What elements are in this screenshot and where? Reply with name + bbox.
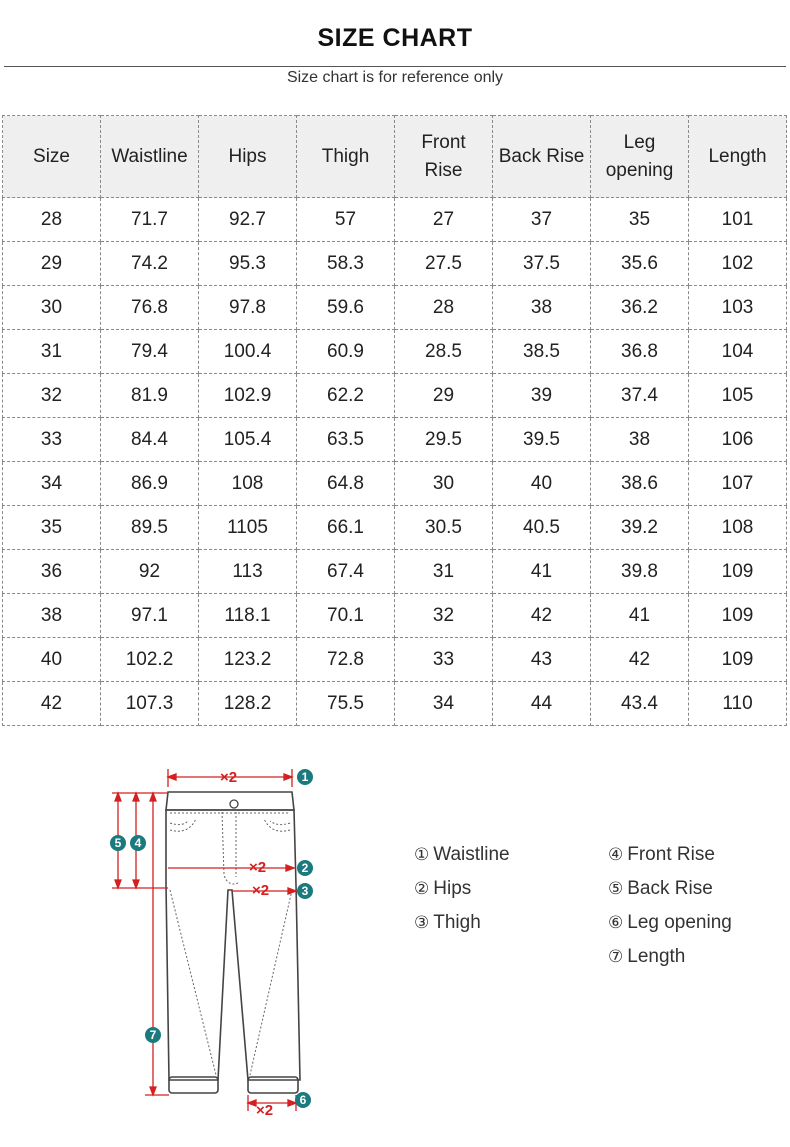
table-cell: 106	[689, 418, 787, 462]
table-cell: 104	[689, 330, 787, 374]
table-row	[3, 198, 787, 242]
table-cell: 31	[3, 330, 101, 374]
pants-stitching	[170, 812, 292, 1075]
marker-2: 2	[301, 861, 309, 875]
legend-left	[414, 838, 510, 940]
table-cell: 30	[395, 462, 493, 506]
table-cell: 67.4	[297, 550, 395, 594]
legend-item: ③ Thigh	[414, 912, 481, 933]
table-cell: 28	[3, 198, 101, 242]
legend-item: ⑤ Back Rise	[608, 878, 713, 899]
pants-diagram	[100, 755, 330, 1125]
legend-right	[608, 838, 732, 974]
table-cell: 89.5	[101, 506, 199, 550]
table-cell: 84.4	[101, 418, 199, 462]
table-cell: 35	[3, 506, 101, 550]
table-cell: 38.6	[591, 462, 689, 506]
table-cell: 86.9	[101, 462, 199, 506]
legend-item: ⑥ Leg opening	[608, 912, 732, 933]
marker-4: 4	[134, 836, 142, 850]
table-cell: 29	[395, 374, 493, 418]
table-cell: 57	[297, 198, 395, 242]
table-cell: 37.4	[591, 374, 689, 418]
table-cell: 37.5	[493, 242, 591, 286]
table-cell: 58.3	[297, 242, 395, 286]
marker-6: 6	[299, 1093, 307, 1107]
table-cell: 43.4	[591, 682, 689, 726]
table-cell: 1105	[199, 506, 297, 550]
table-cell: 92.7	[199, 198, 297, 242]
table-cell: 118.1	[199, 594, 297, 638]
table-cell: 105.4	[199, 418, 297, 462]
table-row	[3, 462, 787, 506]
table-cell: 30	[3, 286, 101, 330]
legend-item: ⑦ Length	[608, 946, 686, 967]
column-header: Hips	[199, 116, 297, 198]
table-row	[3, 594, 787, 638]
table-row	[3, 638, 787, 682]
table-cell: 33	[395, 638, 493, 682]
marker-5: 5	[114, 836, 122, 850]
table-row	[3, 506, 787, 550]
size-table	[2, 115, 787, 726]
column-header: Back Rise	[493, 116, 591, 198]
table-cell: 103	[689, 286, 787, 330]
table-cell: 71.7	[101, 198, 199, 242]
table-cell: 76.8	[101, 286, 199, 330]
thigh-multiplier-label: ×2	[252, 882, 270, 899]
table-cell: 38	[493, 286, 591, 330]
table-cell: 108	[689, 506, 787, 550]
table-cell: 40	[3, 638, 101, 682]
table-cell: 38	[3, 594, 101, 638]
table-cell: 32	[3, 374, 101, 418]
table-cell: 42	[493, 594, 591, 638]
title-divider	[4, 66, 786, 67]
table-cell: 113	[199, 550, 297, 594]
table-cell: 70.1	[297, 594, 395, 638]
column-header: Front Rise	[395, 116, 493, 198]
table-cell: 60.9	[297, 330, 395, 374]
table-cell: 59.6	[297, 286, 395, 330]
measure-lines	[112, 769, 296, 1111]
table-cell: 105	[689, 374, 787, 418]
table-cell: 107	[689, 462, 787, 506]
table-cell: 100.4	[199, 330, 297, 374]
table-row	[3, 242, 787, 286]
table-cell: 128.2	[199, 682, 297, 726]
table-cell: 107.3	[101, 682, 199, 726]
table-cell: 110	[689, 682, 787, 726]
table-cell: 38	[591, 418, 689, 462]
table-cell: 101	[689, 198, 787, 242]
table-cell: 41	[493, 550, 591, 594]
table-cell: 102	[689, 242, 787, 286]
table-cell: 41	[591, 594, 689, 638]
column-header: Length	[689, 116, 787, 198]
table-cell: 43	[493, 638, 591, 682]
table-cell: 75.5	[297, 682, 395, 726]
table-cell: 74.2	[101, 242, 199, 286]
column-header: Waistline	[101, 116, 199, 198]
table-cell: 40	[493, 462, 591, 506]
table-cell: 34	[3, 462, 101, 506]
table-cell: 92	[101, 550, 199, 594]
page-subtitle: Size chart is for reference only	[286, 69, 504, 86]
table-body	[3, 198, 787, 726]
table-cell: 64.8	[297, 462, 395, 506]
table-cell: 38.5	[493, 330, 591, 374]
table-cell: 39.8	[591, 550, 689, 594]
button-icon	[230, 800, 238, 808]
table-cell: 42	[3, 682, 101, 726]
hips-multiplier-label: ×2	[249, 859, 267, 876]
table-cell: 39.2	[591, 506, 689, 550]
table-row	[3, 550, 787, 594]
page-title: SIZE CHART	[317, 24, 473, 52]
table-cell: 42	[591, 638, 689, 682]
marker-1: 1	[301, 770, 309, 784]
table-cell: 102.2	[101, 638, 199, 682]
marker-7: 7	[149, 1028, 157, 1042]
legend-item: ④ Front Rise	[608, 844, 715, 865]
table-row	[3, 330, 787, 374]
table-row	[3, 418, 787, 462]
table-cell: 39	[493, 374, 591, 418]
table-cell: 36	[3, 550, 101, 594]
table-cell: 123.2	[199, 638, 297, 682]
table-cell: 66.1	[297, 506, 395, 550]
table-cell: 35	[591, 198, 689, 242]
table-cell: 109	[689, 638, 787, 682]
table-cell: 95.3	[199, 242, 297, 286]
table-cell: 27.5	[395, 242, 493, 286]
leg-multiplier-label: ×2	[256, 1102, 274, 1119]
column-header: Thigh	[297, 116, 395, 198]
waist-multiplier-label: ×2	[220, 769, 238, 786]
table-cell: 28	[395, 286, 493, 330]
table-cell: 44	[493, 682, 591, 726]
table-cell: 97.8	[199, 286, 297, 330]
table-cell: 62.2	[297, 374, 395, 418]
table-cell: 109	[689, 594, 787, 638]
table-cell: 108	[199, 462, 297, 506]
table-header-row	[3, 116, 787, 198]
table-cell: 28.5	[395, 330, 493, 374]
legend-item: ① Waistline	[414, 844, 510, 865]
table-cell: 81.9	[101, 374, 199, 418]
table-cell: 36.8	[591, 330, 689, 374]
table-cell: 102.9	[199, 374, 297, 418]
table-cell: 35.6	[591, 242, 689, 286]
table-cell: 29.5	[395, 418, 493, 462]
table-cell: 34	[395, 682, 493, 726]
table-cell: 39.5	[493, 418, 591, 462]
table-cell: 109	[689, 550, 787, 594]
table-cell: 27	[395, 198, 493, 242]
table-row	[3, 286, 787, 330]
legend-item: ② Hips	[414, 878, 472, 899]
column-header: Leg opening	[591, 116, 689, 198]
table-cell: 32	[395, 594, 493, 638]
table-cell: 33	[3, 418, 101, 462]
table-cell: 37	[493, 198, 591, 242]
table-cell: 63.5	[297, 418, 395, 462]
marker-3: 3	[301, 884, 309, 898]
table-cell: 36.2	[591, 286, 689, 330]
table-cell: 31	[395, 550, 493, 594]
table-cell: 29	[3, 242, 101, 286]
table-row	[3, 682, 787, 726]
table-row	[3, 374, 787, 418]
table-cell: 40.5	[493, 506, 591, 550]
table-cell: 30.5	[395, 506, 493, 550]
column-header: Size	[3, 116, 101, 198]
table-cell: 72.8	[297, 638, 395, 682]
table-cell: 97.1	[101, 594, 199, 638]
table-cell: 79.4	[101, 330, 199, 374]
